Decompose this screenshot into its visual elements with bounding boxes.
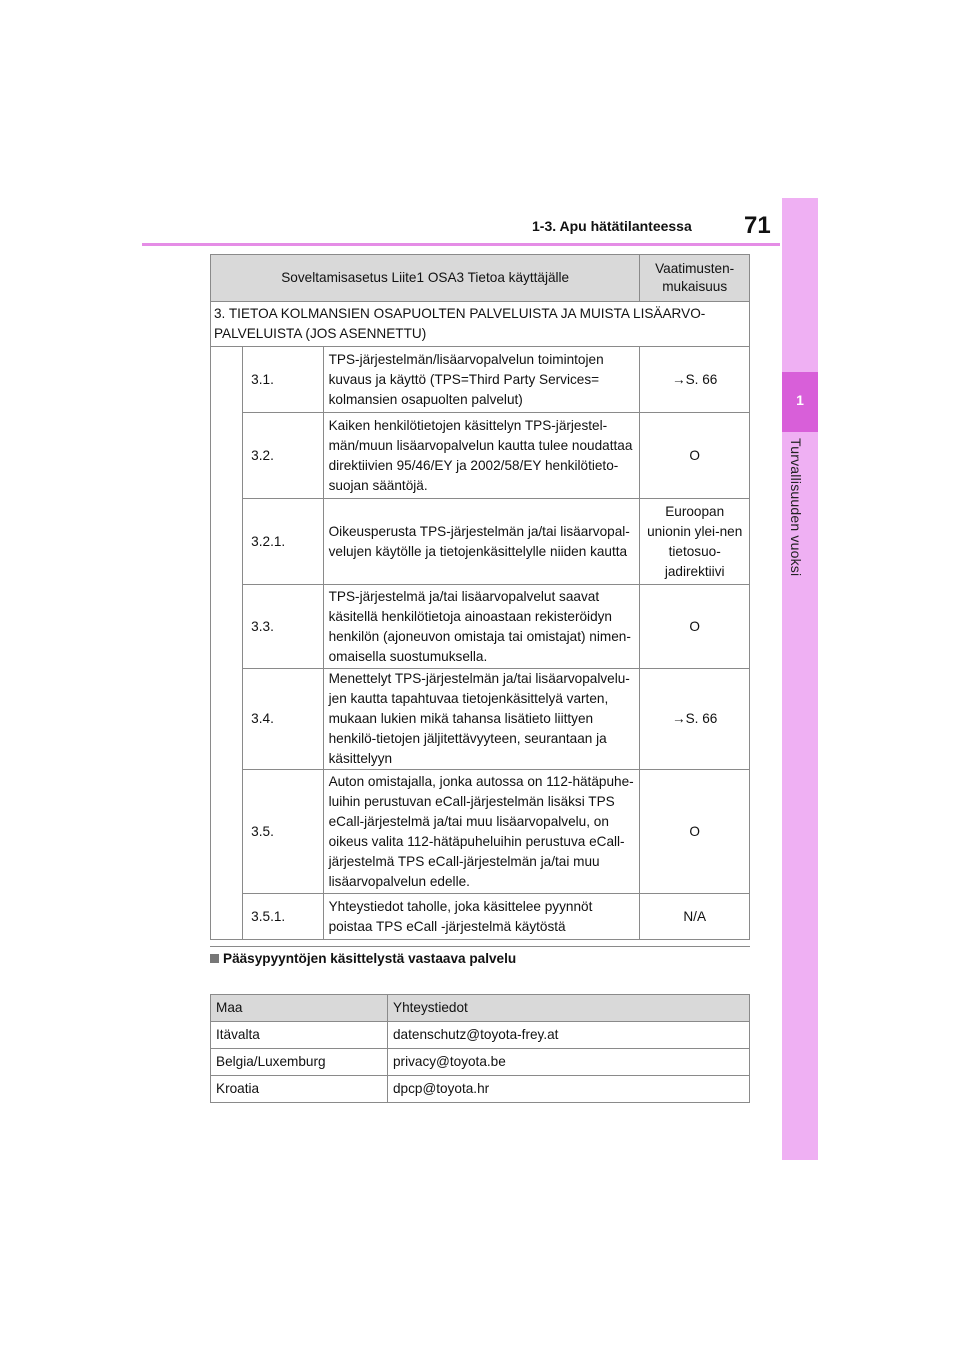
row-number: 3.4. <box>243 669 323 770</box>
table-header-compliance: Vaatimusten-mukaisuus <box>640 255 750 302</box>
requirements-table <box>210 254 750 940</box>
row-number: 3.1. <box>243 347 323 413</box>
row-requirement: →S. 66 <box>640 669 750 770</box>
row-requirement: O <box>640 585 750 669</box>
contact-cell[interactable]: privacy@toyota.be <box>388 1049 750 1076</box>
section-divider <box>210 946 750 947</box>
country-cell: Kroatia <box>211 1076 388 1103</box>
row-number: 3.2.1. <box>243 499 323 585</box>
contact-cell[interactable]: dpcp@toyota.hr <box>388 1076 750 1103</box>
contacts-table <box>210 994 750 1103</box>
row-requirement: O <box>640 413 750 499</box>
row-description: TPS-järjestelmä ja/tai lisäarvopalvelut saavat käsitellä henkilötietoja ainoastaan rekisteröidyn henkilön (ajoneuvon omistaja tai omistajat) nimen-omaisella suostumuksella. <box>323 585 640 669</box>
row-description: Oikeusperusta TPS-järjestelmän ja/tai lisäarvopal-velujen käytölle ja tietojenkäsittelylle niiden kautta <box>323 499 640 585</box>
chapter-side-tab <box>782 198 818 1160</box>
section-title: 1-3. Apu hätätilanteessa <box>532 218 692 234</box>
row-description: Yhteystiedot taholle, joka käsittelee pyynnöt poistaa TPS eCall -järjestelmä käytöstä <box>323 894 640 940</box>
subheading <box>210 951 516 966</box>
row-requirement: O <box>640 770 750 894</box>
table-indent-cell <box>211 347 243 940</box>
table-row <box>211 1049 750 1076</box>
row-description: Kaiken henkilötietojen käsittelyn TPS-järjestel-män/muun lisäarvopalvelun kautta tulee noudattaa direktiivien 95/46/EY ja 2002/58/EY henkilötieto-suojan sääntöjä. <box>323 413 640 499</box>
row-description: Menettelyt TPS-järjestelmän ja/tai lisäarvopalvelu-jen kautta tapahtuvaa tietojenkäsittelyä varten, mukaan lukien mikä tahansa lisätieto liittyen henkilö-tietojen jäljitettävyyteen, seurantaan ja käsittelyyn <box>323 669 640 770</box>
row-number: 3.5. <box>243 770 323 894</box>
square-bullet-icon <box>210 954 219 963</box>
chapter-title: Turvallisuuden vuoksi <box>788 438 804 577</box>
row-requirement: Euroopan unionin ylei-nen tietosuo-jadirektiivi <box>640 499 750 585</box>
contact-cell[interactable]: datenschutz@toyota-frey.at <box>388 1022 750 1049</box>
country-cell: Belgia/Luxemburg <box>211 1049 388 1076</box>
row-description: TPS-järjestelmän/lisäarvopalvelun toimintojen kuvaus ja käyttö (TPS=Third Party Services= kolmansien osapuolten palvelut) <box>323 347 640 413</box>
header-divider <box>142 243 780 246</box>
chapter-number: 1 <box>796 392 804 408</box>
row-number: 3.3. <box>243 585 323 669</box>
table-row <box>211 1022 750 1049</box>
table-section-title: 3. TIETOA KOLMANSIEN OSAPUOLTEN PALVELUISTA JA MUISTA LISÄARVO-PALVELUISTA (JOS ASENNETTU) <box>211 302 750 347</box>
country-cell: Itävalta <box>211 1022 388 1049</box>
table-header-regulation: Soveltamisasetus Liite1 OSA3 Tietoa käyttäjälle <box>211 255 640 302</box>
row-requirement: N/A <box>640 894 750 940</box>
row-requirement: →S. 66 <box>640 347 750 413</box>
page-number: 71 <box>744 212 771 239</box>
row-number: 3.2. <box>243 413 323 499</box>
table-header-country: Maa <box>211 995 388 1022</box>
table-header-contact: Yhteystiedot <box>388 995 750 1022</box>
subheading-text: Pääsypyyntöjen käsittelystä vastaava palvelu <box>223 951 517 966</box>
row-number: 3.5.1. <box>243 894 323 940</box>
table-row <box>211 1076 750 1103</box>
row-description: Auton omistajalla, jonka autossa on 112-hätäpuhe-luihin perustuvan eCall-järjestelmän lisäksi TPS eCall-järjestelmä ja/tai muu lisäarvopalvelu, on oikeus valita 112-hätäpuheluihin perustuva eCall-järjestelmä TPS eCall-järjestelmän ja/tai muu lisäarvopalvelun edelle. <box>323 770 640 894</box>
